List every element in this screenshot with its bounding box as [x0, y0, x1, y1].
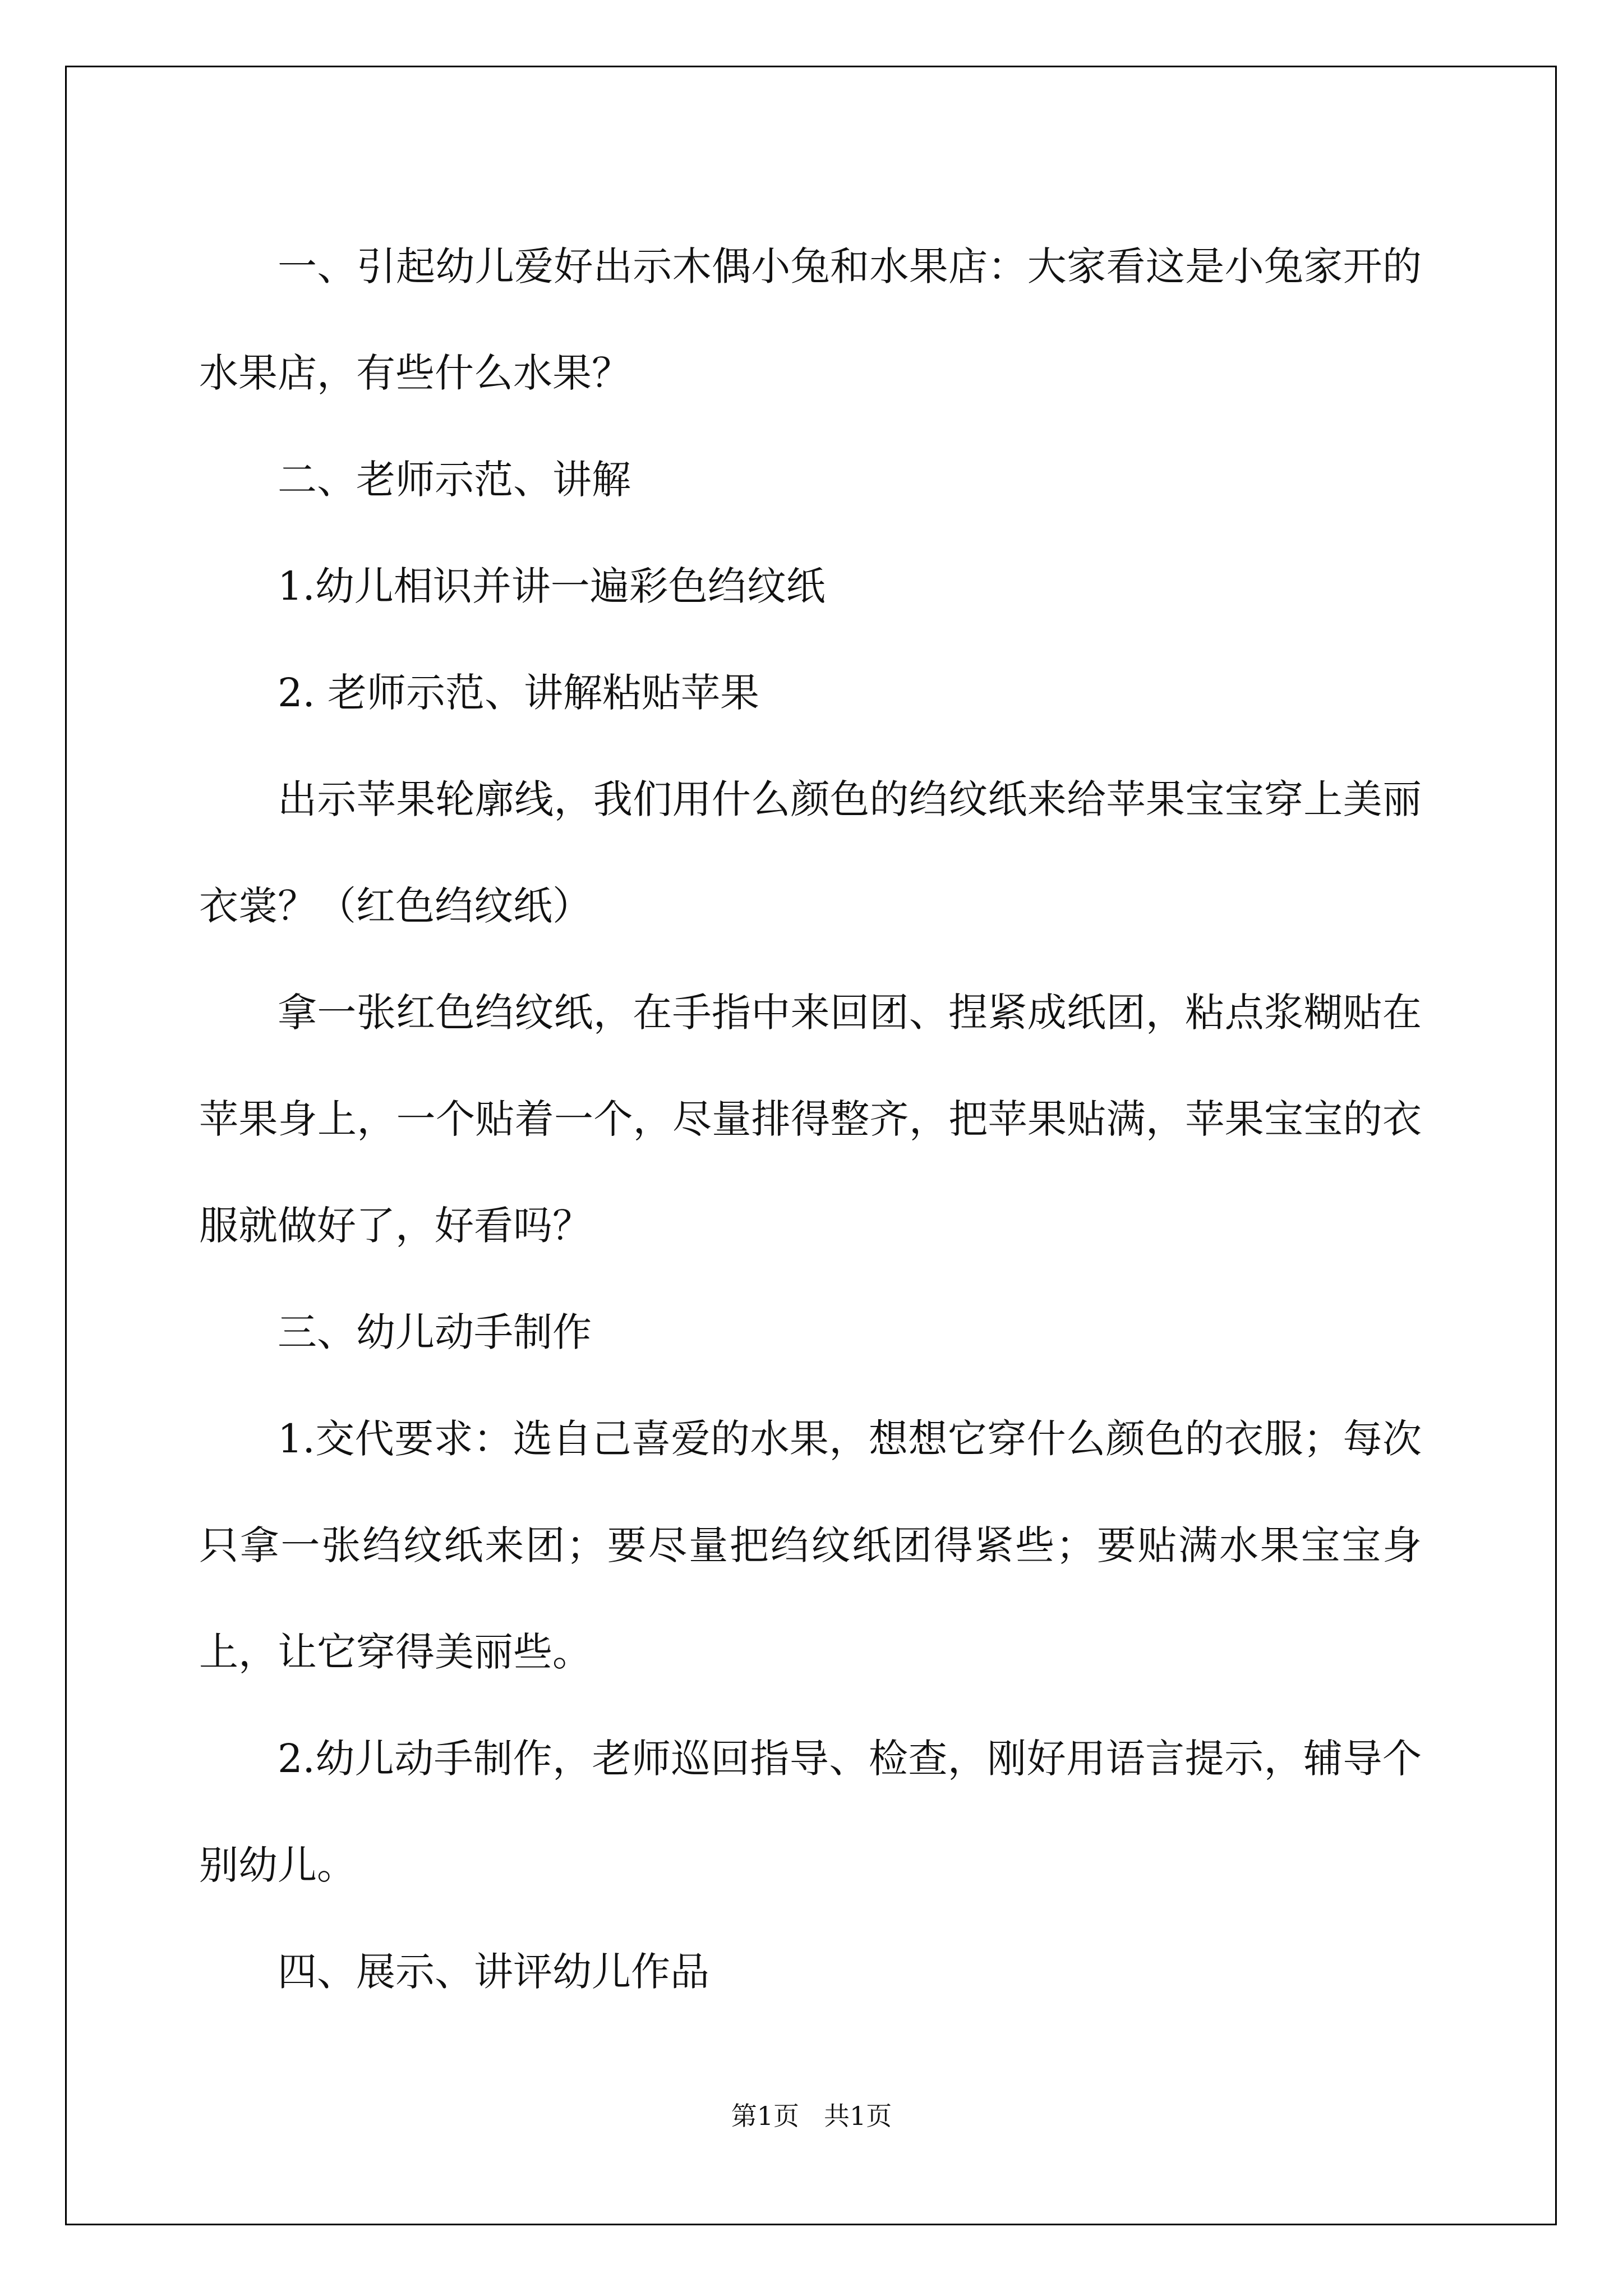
page-footer: [0, 2099, 1623, 2133]
paragraph-2: 二、老师示范、讲解: [278, 457, 631, 503]
total-pages: 共1页: [823, 2101, 892, 2131]
paragraph-8: 1.交代要求：选自己喜爱的水果，想想它穿什么颜色的衣服；每次只拿一张绉纹纸来团；要尽量把绉纹纸团得紧些；要贴满水果宝宝身上，让它穿得美丽些。: [199, 1416, 1422, 1675]
paragraph-6: 拿一张红色绉纹纸，在手指中来回团、捏紧成纸团，粘点浆糊贴在苹果身上，一个贴着一个，尽量排得整齐，把苹果贴满，苹果宝宝的衣服就做好了，好看吗？: [199, 990, 1422, 1249]
paragraph-9: 2.幼儿动手制作，老师巡回指导、检查，刚好用语言提示，辅导个别幼儿。: [199, 1736, 1422, 1888]
document-body: [199, 213, 1422, 2025]
paragraph-10: 四、展示、讲评幼儿作品: [278, 1949, 709, 1995]
paragraph-1: 一、引起幼儿爱好出示木偶小兔和水果店：大家看这是小兔家开的水果店，有些什么水果？: [199, 243, 1422, 396]
paragraph-5: 出示苹果轮廓线，我们用什么颜色的绉纹纸来给苹果宝宝穿上美丽衣裳？（红色绉纹纸）: [199, 776, 1422, 929]
paragraph-7: 三、幼儿动手制作: [278, 1309, 592, 1355]
paragraph-3: 1.幼儿相识并讲一遍彩色绉纹纸: [278, 563, 826, 609]
paragraph-4: 2. 老师示范、讲解粘贴苹果: [278, 670, 760, 716]
page-number: 第1页: [731, 2101, 800, 2131]
